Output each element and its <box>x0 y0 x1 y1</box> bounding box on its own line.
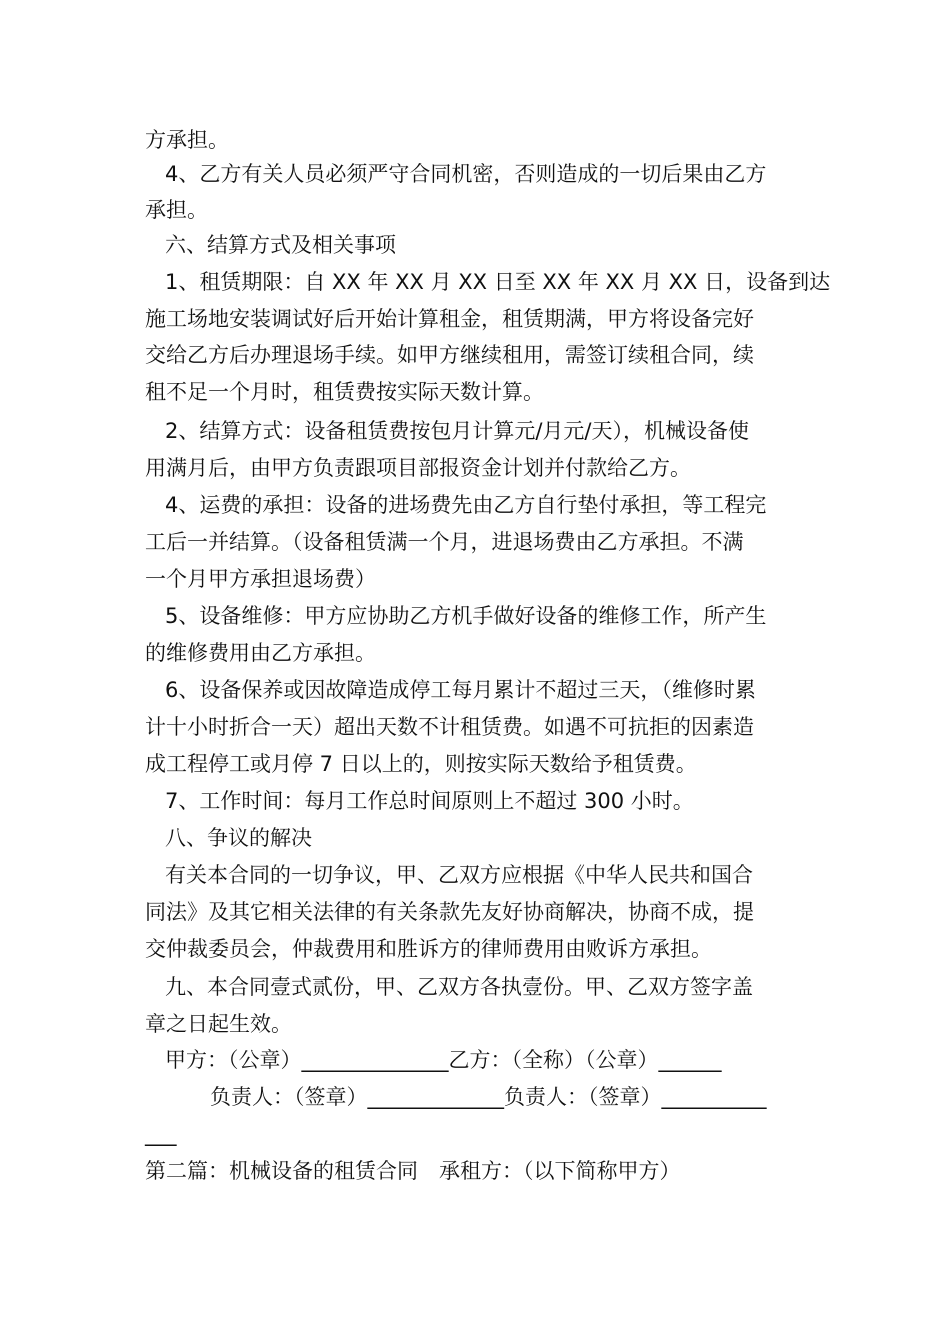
paragraph-line: 用满月后，由甲方负责跟项目部报资金计划并付款给乙方。 <box>145 456 691 480</box>
paragraph-line: 有关本合同的一切争议，甲、乙双方应根据《中华人民共和国合 <box>165 863 753 887</box>
next-chapter-heading: 第二篇：机械设备的租赁合同 承租方：（以下简称甲方） <box>145 1159 681 1183</box>
paragraph-line: 6、设备保养或因故障造成停工每月累计不超过三天，（维修时累 <box>165 678 756 702</box>
signature-line-continuation: ___ <box>145 1122 177 1146</box>
paragraph-line: 一个月甲方承担退场费） <box>145 567 376 591</box>
paragraph-line: 4、运费的承担：设备的进场费先由乙方自行垫付承担，等工程完 <box>165 493 767 517</box>
section-heading: 六、结算方式及相关事项 <box>165 233 396 257</box>
paragraph-line: 的维修费用由乙方承担。 <box>145 641 376 665</box>
section-heading: 八、争议的解决 <box>165 826 312 850</box>
signature-line-responsible-persons: 负责人：（签章）_____________负责人：（签章）__________ <box>210 1085 767 1109</box>
paragraph-line: 2、结算方式：设备租赁费按包月计算元/月元/天），机械设备使 <box>165 419 750 443</box>
paragraph-line: 工后一并结算。（设备租赁满一个月，进退场费由乙方承担。不满 <box>145 530 744 554</box>
paragraph-line: 章之日起生效。 <box>145 1012 292 1036</box>
paragraph-line: 成工程停工或月停 7 日以上的，则按实际天数给予租赁费。 <box>145 752 697 776</box>
paragraph-line: 1、租赁期限：自 XX 年 XX 月 XX 日至 XX 年 XX 月 XX 日，设备到达 <box>165 270 831 294</box>
paragraph-line: 计十小时折合一天）超出天数不计租赁费。如遇不可抗拒的因素造 <box>145 715 754 739</box>
signature-line-party-a-b: 甲方：（公章）______________乙方：（全称）（公章）______ <box>165 1048 722 1072</box>
paragraph-line: 交仲裁委员会，仲裁费用和胜诉方的律师费用由败诉方承担。 <box>145 937 712 961</box>
paragraph-line: 7、工作时间：每月工作总时间原则上不超过 300 小时。 <box>165 789 694 813</box>
paragraph-line: 九、本合同壹式贰份，甲、乙双方各执壹份。甲、乙双方签字盖 <box>165 975 753 999</box>
paragraph-line: 4、乙方有关人员必须严守合同机密，否则造成的一切后果由乙方 <box>165 162 767 186</box>
paragraph-line: 方承担。 <box>145 128 229 152</box>
paragraph-line: 交给乙方后办理退场手续。如甲方继续租用，需签订续租合同，续 <box>145 343 754 367</box>
paragraph-line: 租不足一个月时，租赁费按实际天数计算。 <box>145 380 544 404</box>
paragraph-line: 施工场地安装调试好后开始计算租金，租赁期满，甲方将设备完好 <box>145 307 754 331</box>
paragraph-line: 同法》及其它相关法律的有关条款先友好协商解决，协商不成，提 <box>145 900 754 924</box>
paragraph-line: 5、设备维修：甲方应协助乙方机手做好设备的维修工作，所产生 <box>165 604 767 628</box>
paragraph-line: 承担。 <box>145 198 208 222</box>
